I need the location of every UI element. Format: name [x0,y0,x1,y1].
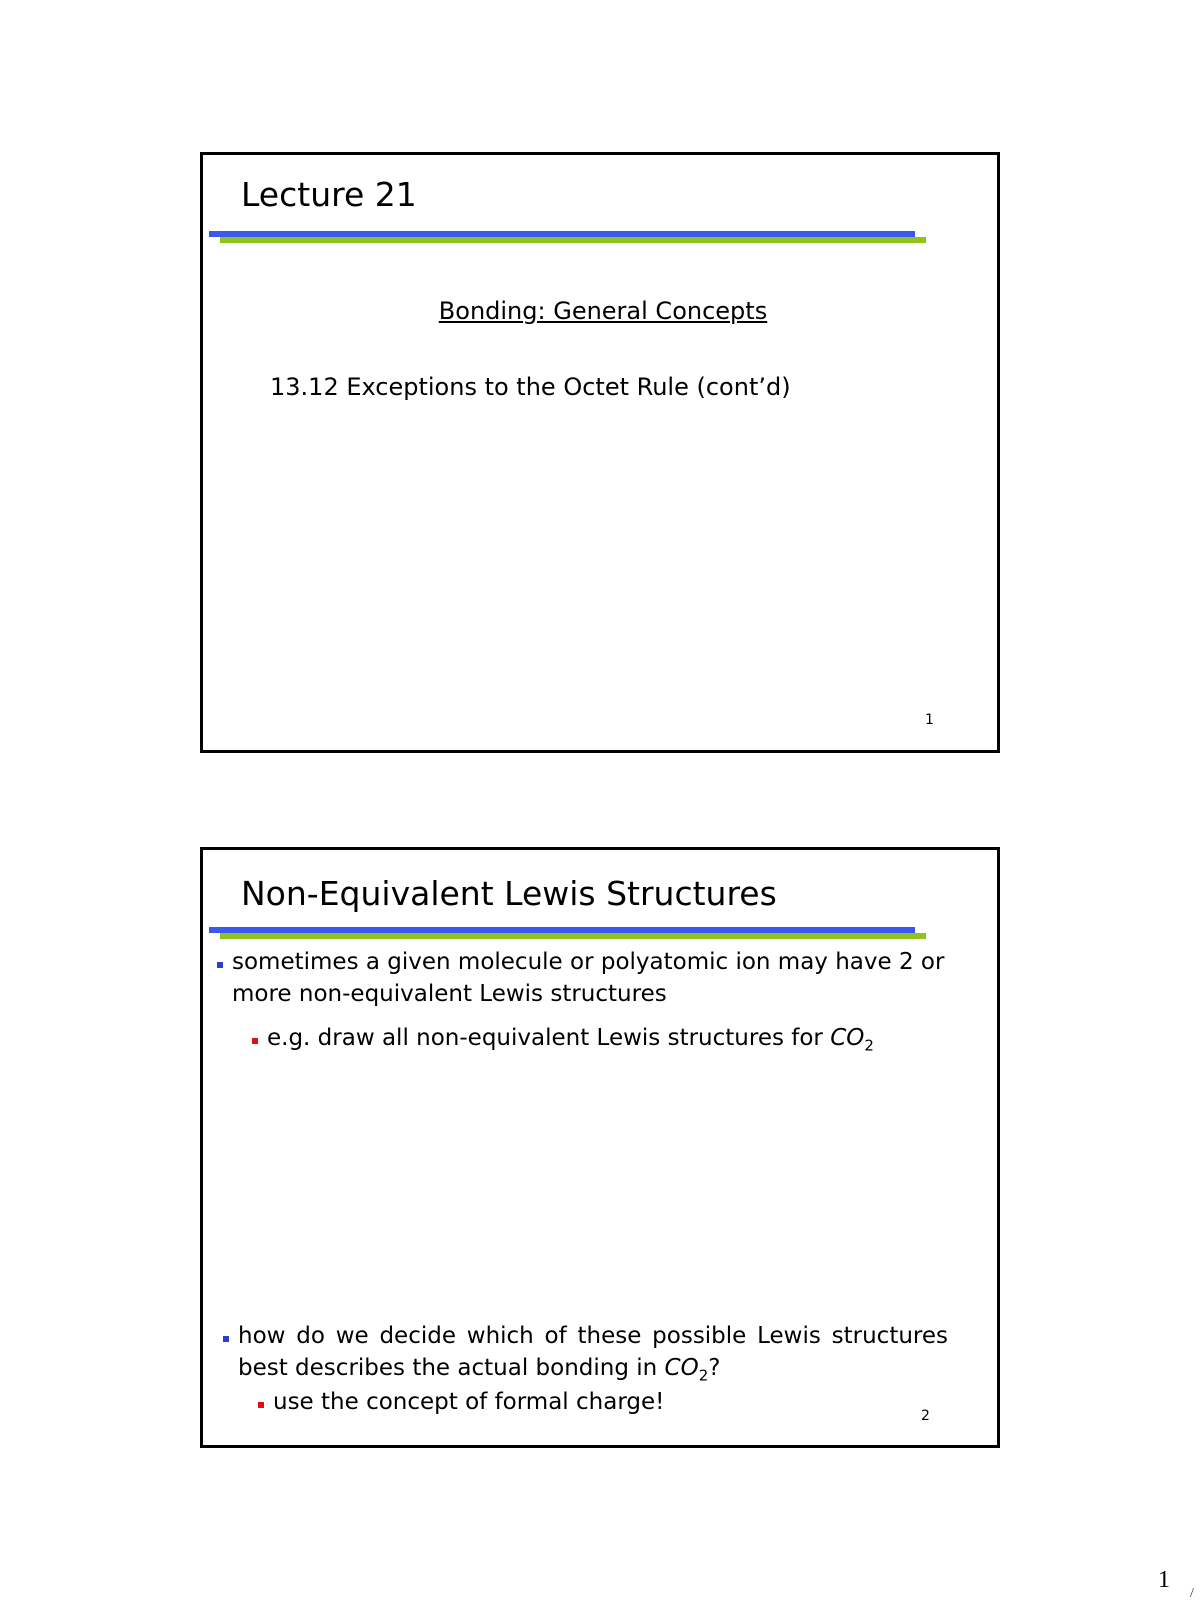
bullet-text: sometimes a given molecule or polyatomic ion may have 2 or more non-equivalent Lewis structures [232,949,945,1007]
bullet-text: e.g. draw all non-equivalent Lewis structures for [267,1025,831,1051]
slide-2 [200,847,1000,1448]
bullet-text: use the concept of formal charge! [273,1389,665,1415]
sub-bullet-item [267,1022,874,1062]
title-rule-green [220,237,926,243]
bullet-item [232,946,972,1010]
sub-bullet-item [273,1386,664,1418]
slide-title: Lecture 21 [241,175,417,214]
section-heading: 13.12 Exceptions to the Octet Rule (cont’d) [270,373,791,401]
slide-1 [200,152,1000,753]
formula-subscript: 2 [698,1366,709,1385]
slide-subtitle: Bonding: General Concepts [438,297,768,325]
slide-title: Non-Equivalent Lewis Structures [241,874,777,913]
bullet-item [238,1320,948,1392]
square-bullet-icon [217,962,223,968]
square-bullet-icon [252,1038,258,1044]
bullet-text-end: ? [708,1355,721,1381]
square-bullet-icon [223,1336,229,1342]
page-number: 1 [1158,1567,1170,1593]
formula-subscript: 2 [864,1036,874,1055]
edge-mark: / [1190,1586,1194,1601]
title-rule-green [220,933,926,939]
chemical-formula: CO [830,1025,865,1051]
bullet-text: how do we decide which of these possible Lewis structures best describes the actual bonding in [238,1323,948,1381]
square-bullet-icon [258,1402,264,1408]
chemical-formula: CO [664,1355,699,1381]
slide-page-number: 1 [925,712,934,728]
slide-page-number: 2 [921,1408,930,1424]
